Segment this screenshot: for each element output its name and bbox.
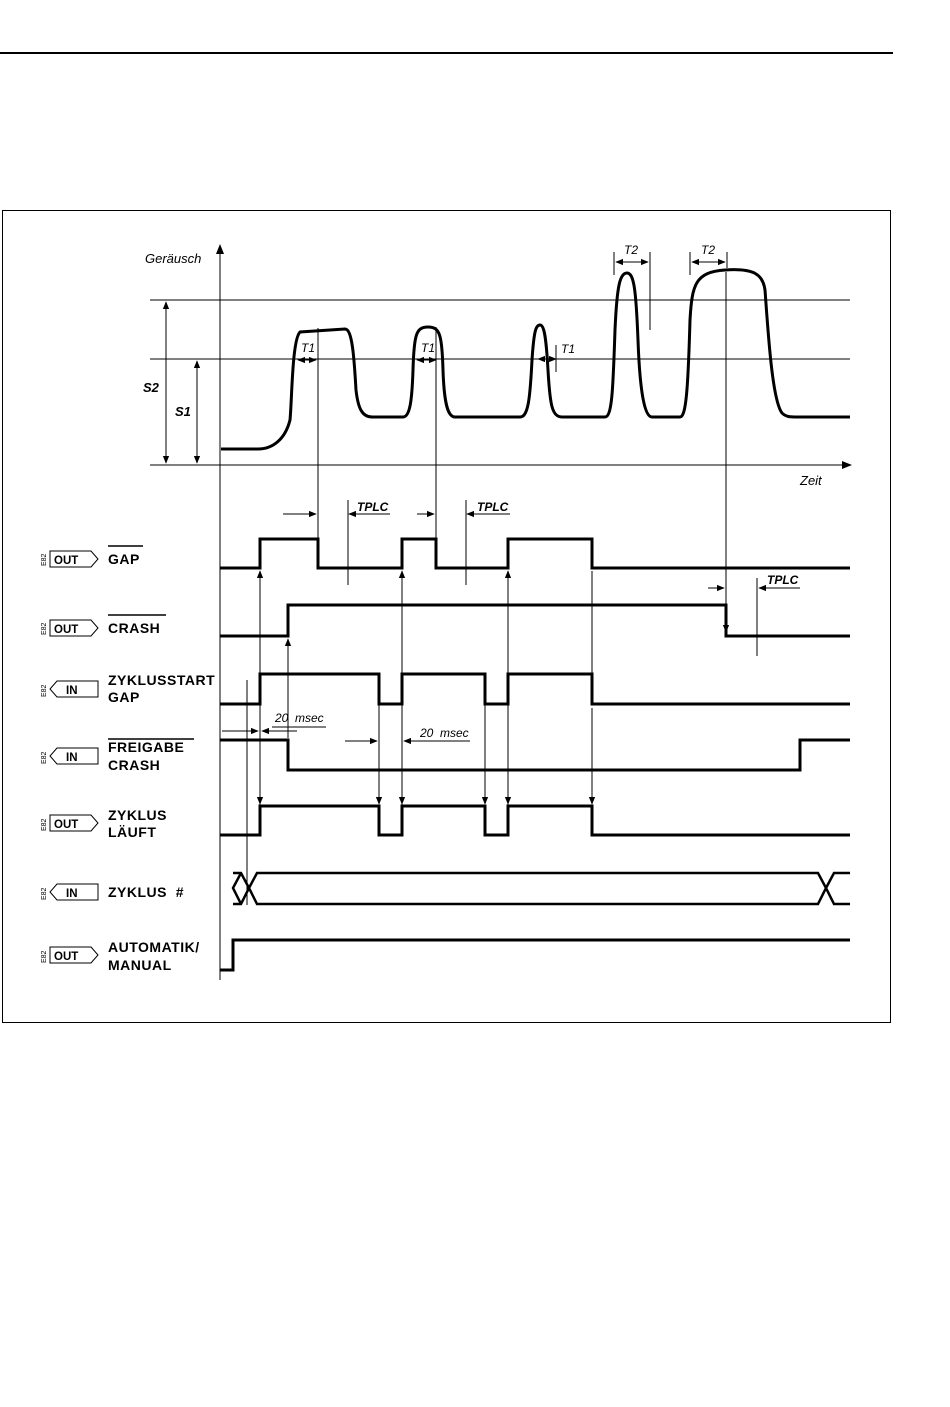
badge-out-zyklus-laeuft [41, 815, 98, 831]
signal-label-zyklusstart: ZYKLUSSTART [108, 672, 216, 688]
delay-label-1: 20 msec [275, 711, 324, 725]
svg-text:IN: IN [66, 685, 78, 697]
y-axis-arrow-icon [216, 244, 224, 254]
t2-label-1: T2 [624, 243, 639, 257]
signal-label-automatik: AUTOMATIK/ [108, 939, 200, 955]
noise-graph [143, 243, 852, 980]
s1-label: S1 [175, 404, 191, 419]
t1-label-3: T1 [561, 342, 576, 356]
svg-text:E82: E82 [41, 887, 48, 900]
svg-text:OUT: OUT [54, 555, 79, 567]
svg-text:E82: E82 [41, 622, 48, 635]
waveform-freigabe [220, 740, 850, 770]
badge-in-zyklusstart [41, 681, 98, 697]
signal-label-gap: GAP [108, 551, 140, 567]
signal-label-manual: MANUAL [108, 957, 172, 973]
x-axis-arrow-icon [842, 461, 852, 469]
svg-text:IN: IN [66, 752, 78, 764]
svg-text:E82: E82 [41, 950, 48, 963]
waveform-zyklus-nr [233, 873, 850, 904]
timing-references [222, 272, 800, 905]
svg-text:IN: IN [66, 888, 78, 900]
waveform-zyklus-laeuft [220, 806, 850, 835]
signal-label-zyklusstart-2: GAP [108, 689, 140, 705]
signal-label-crash: CRASH [108, 620, 161, 636]
badge-in-freigabe [41, 748, 98, 764]
svg-text:OUT: OUT [54, 819, 79, 831]
badge-in-zyklus-nr [41, 884, 98, 900]
svg-text:E82: E82 [41, 553, 48, 566]
signal-label-freigabe-2: CRASH [108, 757, 161, 773]
t1-label-1: T1 [301, 341, 316, 355]
badge-out-automatik [41, 947, 98, 963]
waveforms [220, 539, 850, 970]
x-axis-label: Zeit [800, 473, 822, 488]
tplc-label-3: TPLC [767, 573, 799, 587]
tplc-label-1: TPLC [357, 500, 389, 514]
waveform-automatik [220, 940, 850, 970]
svg-text:E82: E82 [41, 818, 48, 831]
signal-label-zyklus: ZYKLUS [108, 807, 167, 823]
badge-out-gap [41, 551, 98, 567]
s2-label: S2 [143, 380, 159, 395]
svg-text:E82: E82 [41, 751, 48, 764]
t2-label-2: T2 [701, 243, 716, 257]
waveform-gap [220, 539, 850, 568]
svg-text:OUT: OUT [54, 951, 79, 963]
tplc-label-2: TPLC [477, 500, 509, 514]
waveform-crash [220, 605, 850, 636]
t1-label-2: T1 [421, 341, 436, 355]
signal-label-freigabe: FREIGABE [108, 739, 185, 755]
signal-label-zyklus-2: LÄUFT [108, 824, 157, 840]
delay-label-2: 20 msec [420, 726, 469, 740]
svg-text:OUT: OUT [54, 624, 79, 636]
badge-out-crash [41, 620, 98, 636]
svg-text:E82: E82 [41, 684, 48, 697]
y-axis-label: Geräusch [145, 251, 202, 266]
signal-label-zyklus-nr: ZYKLUS # [108, 884, 185, 900]
waveform-zyklusstart [220, 674, 850, 704]
signal-labels [41, 546, 215, 973]
